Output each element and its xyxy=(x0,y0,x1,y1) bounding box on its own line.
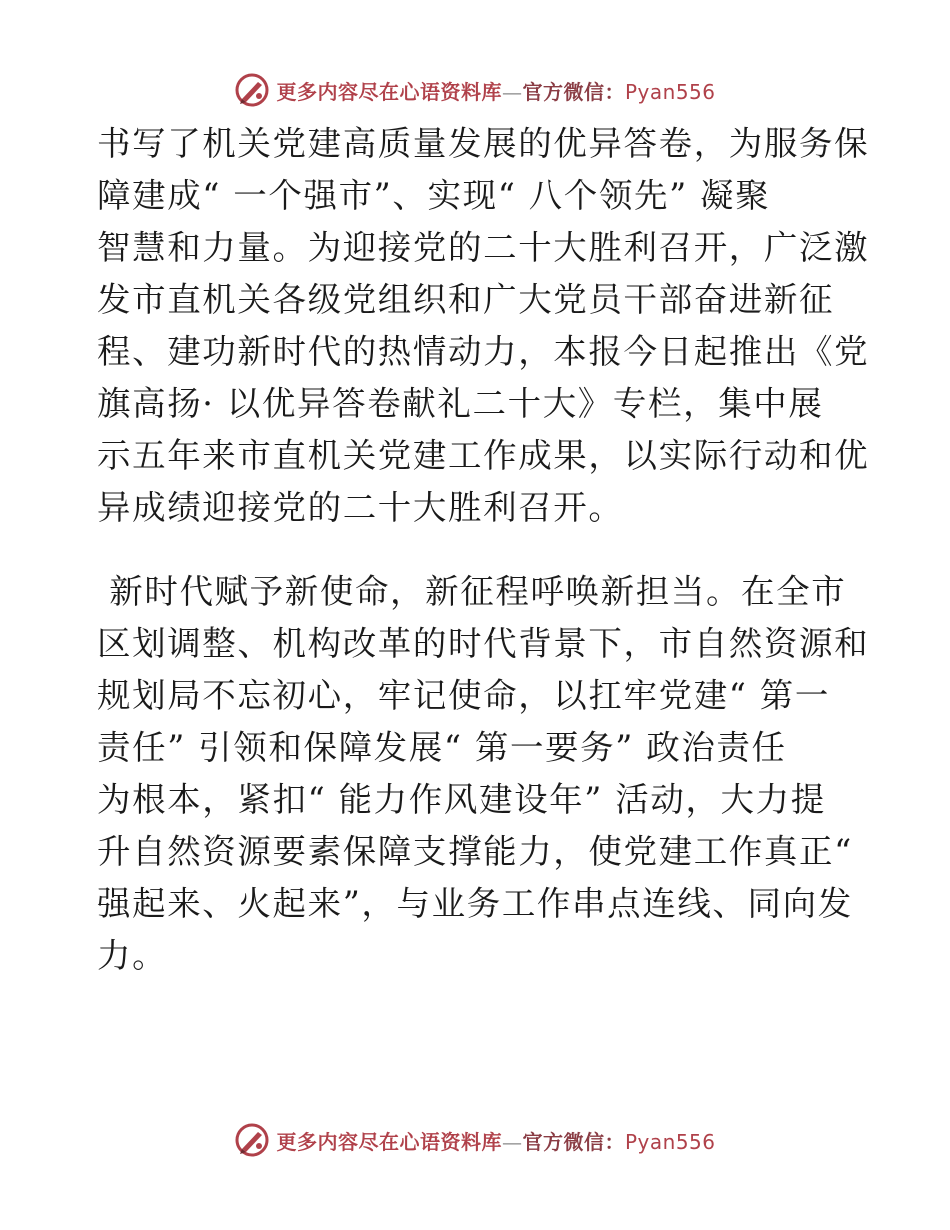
text-line: 规划局不忘初心，牢记使命，以扛牢党建“ 第一 xyxy=(97,676,830,715)
pen-logo-icon xyxy=(234,1122,270,1158)
paragraph-2 xyxy=(97,566,870,982)
watermark-wechat-id: Pyan556 xyxy=(624,1129,716,1154)
document-body xyxy=(97,118,870,982)
footer-watermark xyxy=(0,1120,950,1160)
text-line: 障建成“ 一个强市”、实现“ 八个领先” 凝聚 xyxy=(97,176,771,215)
text-line: 升自然资源要素保障支撑能力，使党建工作真正“ xyxy=(97,832,853,871)
watermark-text xyxy=(276,76,715,105)
watermark-wechat-id: Pyan556 xyxy=(624,79,716,104)
text-line: 示五年来市直机关党建工作成果，以实际行动和优 xyxy=(97,436,870,475)
text-line: 程、建功新时代的热情动力，本报今日起推出《党 xyxy=(97,332,870,371)
text-line: 旗高扬· 以优异答卷献礼二十大》专栏，集中展 xyxy=(97,384,824,423)
text-line: 智慧和力量。为迎接党的二十大胜利召开，广泛激 xyxy=(97,228,870,267)
watermark-wechat-label: 官方微信： xyxy=(522,79,625,104)
pen-logo-icon xyxy=(234,72,270,108)
text-line: 书写了机关党建高质量发展的优异答卷，为服务保 xyxy=(97,124,870,163)
watermark-dash: — xyxy=(501,79,523,104)
text-line: 责任” 引领和保障发展“ 第一要务” 政治责任 xyxy=(97,728,787,767)
text-line: 异成绩迎接党的二十大胜利召开。 xyxy=(97,488,624,527)
paragraph-1 xyxy=(97,118,870,534)
text-line: 力。 xyxy=(97,936,168,975)
text-line: 新时代赋予新使命，新征程呼唤新担当。在全市 xyxy=(97,572,847,611)
text-line: 为根本，紧扣“ 能力作风建设年” 活动，大力提 xyxy=(97,780,826,819)
watermark-text xyxy=(276,1126,715,1155)
text-line: 区划调整、机构改革的时代背景下，市自然资源和 xyxy=(97,624,870,663)
header-watermark xyxy=(0,70,950,110)
watermark-brand: 更多内容尽在心语资料库 xyxy=(276,1129,502,1154)
watermark-wechat-label: 官方微信： xyxy=(522,1129,625,1154)
watermark-dash: — xyxy=(501,1129,523,1154)
watermark-brand: 更多内容尽在心语资料库 xyxy=(276,79,502,104)
text-line: 强起来、火起来”，与业务工作串点连线、同向发 xyxy=(97,884,853,923)
text-line: 发市直机关各级党组织和广大党员干部奋进新征 xyxy=(97,280,835,319)
paragraph-spacer xyxy=(97,534,853,566)
